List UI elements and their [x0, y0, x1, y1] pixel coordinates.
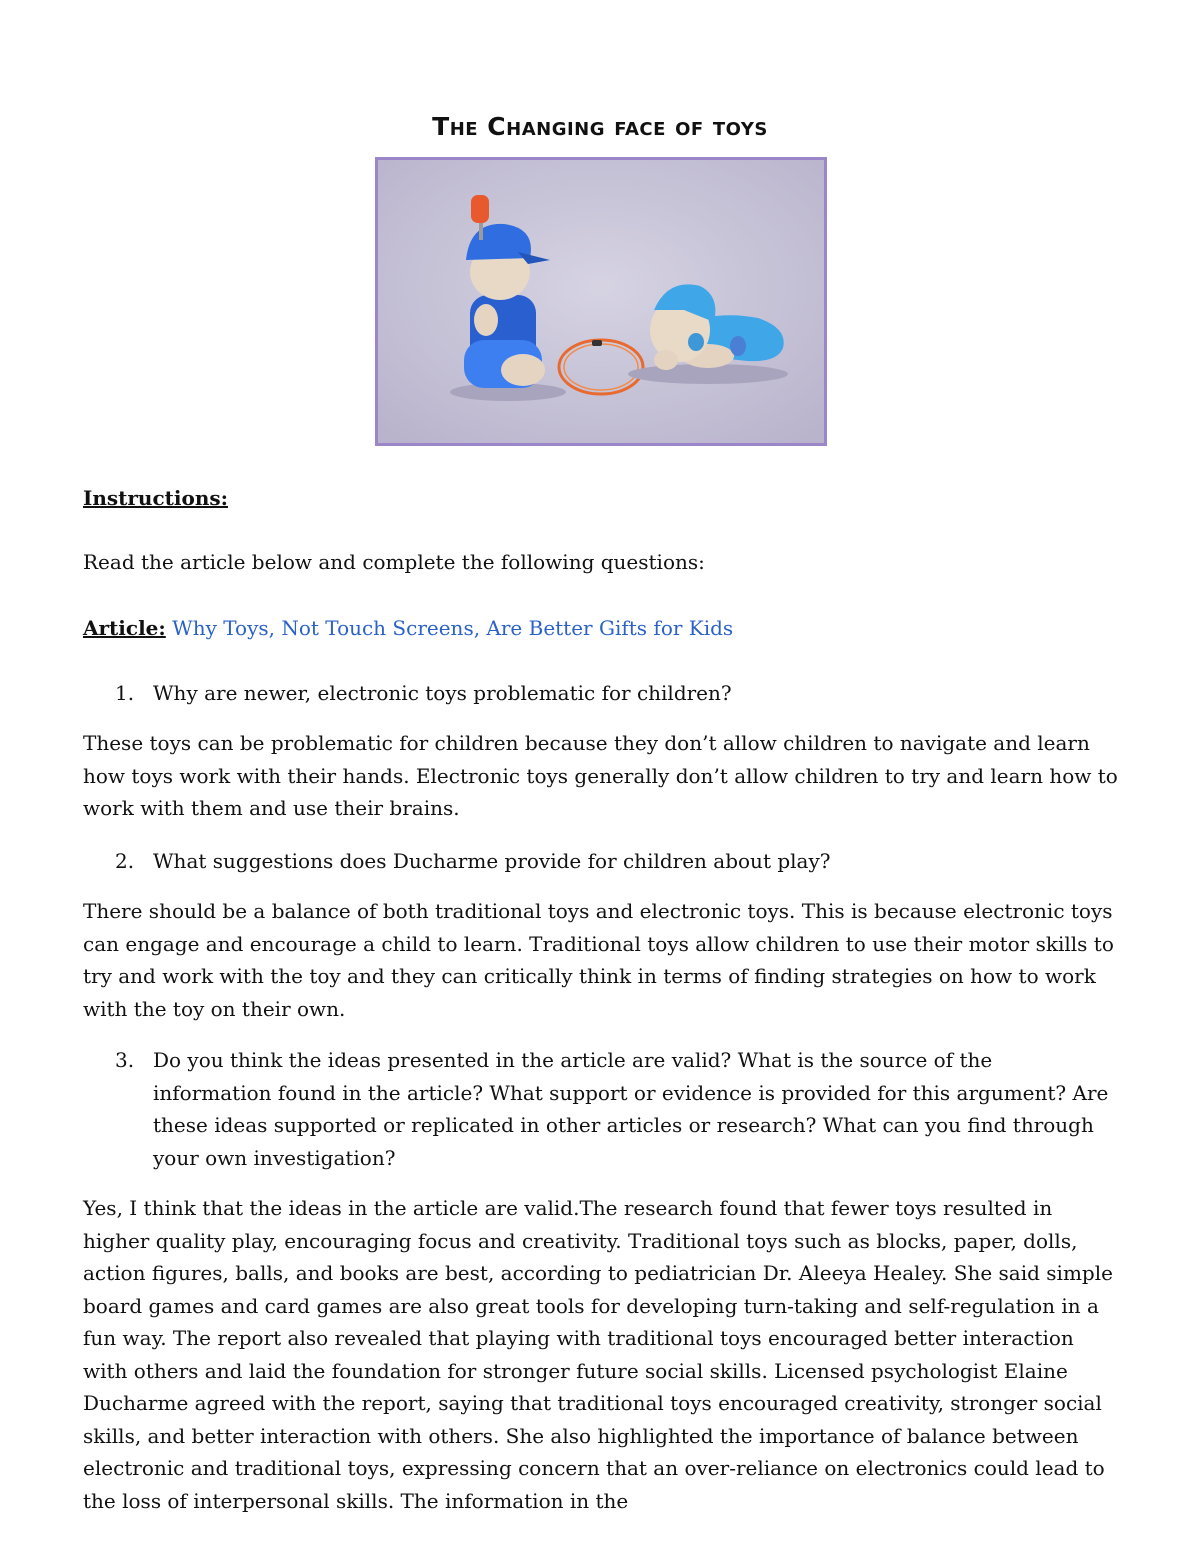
page-title: The Changing face of toys: [432, 112, 768, 141]
toys-photo: [375, 157, 827, 446]
question-text: What suggestions does Ducharme provide for children about play?: [153, 849, 831, 873]
answer-text: These toys can be problematic for children because they don’t allow children to navigate and learn how toys work with their hands. Electronic toys generally don’t allow children to try and learn how to work with them and use their brains.: [83, 731, 1118, 820]
answer-text: Yes, I think that the ideas in the article are valid.The research found that fewer toys resulted in higher quality play, encouraging focus and creativity. Traditional toys such as blocks, paper, dolls, action figures, balls, and books are best, according to pediatrician Dr. Aleeya Healey. She said simple board games and card games are also great tools for developing turn-taking and self-regulation in a fun way. The report also revealed that playing with traditional toys encouraged better interaction with others and laid the foundation for stronger future social skills. Licensed psychologist Elaine Ducharme agreed with the report, saying that traditional toys encouraged creativity, stronger social skills, and better interaction with others. She also highlighted the importance of balance between electronic and traditional toys, expressing concern that an over-reliance on electronics could lead to the loss of interpersonal skills. The information in the: [83, 1196, 1113, 1513]
question-text: Why are newer, electronic toys problematic for children?: [153, 681, 732, 705]
answer-text: There should be a balance of both traditional toys and electronic toys. This is because electronic toys can engage and encourage a child to learn. Traditional toys allow children to use their motor skills to try and work with the toy and they can critically think in terms of finding strategies on how to work with the toy on their own.: [83, 899, 1114, 1021]
instructions-text: Read the article below and complete the following questions:: [83, 550, 705, 574]
article-link[interactable]: Why Toys, Not Touch Screens, Are Better Gifts for Kids: [172, 616, 734, 640]
article-line: [83, 612, 1123, 645]
question-number: 1.: [115, 681, 135, 705]
question-number: 3.: [115, 1048, 135, 1072]
question-text: Do you think the ideas presented in the article are valid? What is the source of the information found in the article? What support or evidence is provided for this argument? Are these ideas supported or replicated in other articles or research? What can you find through your own investigation?: [153, 1048, 1109, 1170]
question-number: 2.: [115, 849, 135, 873]
article-label: Article:: [83, 616, 166, 640]
instructions-heading: Instructions:: [83, 486, 229, 510]
